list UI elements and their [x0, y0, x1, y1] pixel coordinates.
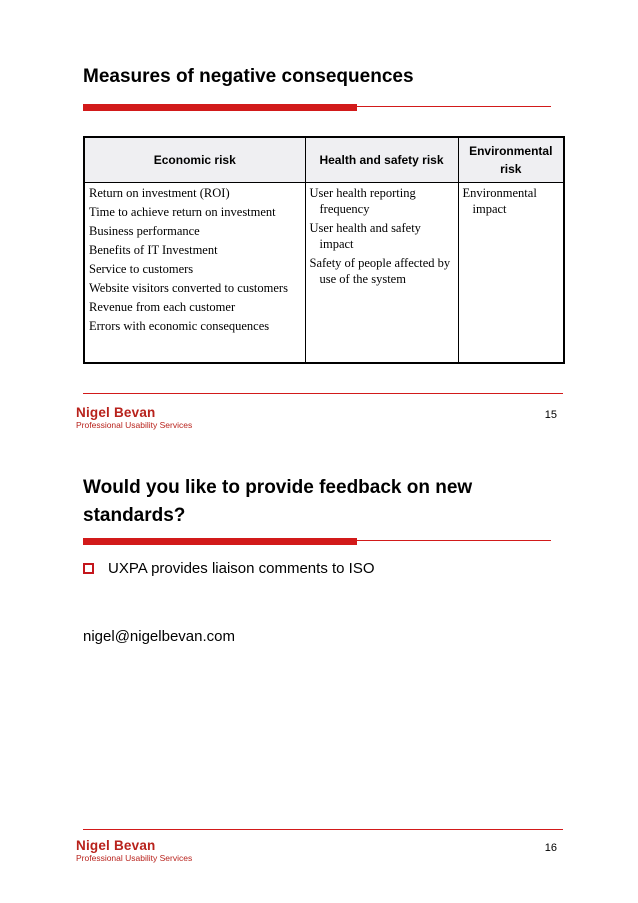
table-header-row [84, 137, 564, 183]
list-item: Environmental impact [462, 186, 537, 216]
list-item: Benefits of IT Investment [89, 243, 218, 257]
list-item: Errors with economic consequences [89, 319, 270, 333]
list-item: Website visitors converted to customers [89, 281, 288, 295]
list-item: Revenue from each customer [89, 300, 236, 314]
logo [76, 405, 192, 430]
bullet-text: UXPA provides liaison comments to ISO [108, 560, 375, 577]
bullet-item [83, 560, 375, 577]
logo-name: Nigel Bevan [76, 405, 156, 420]
list-item: Business performance [89, 224, 200, 238]
title-rule-thin [357, 540, 551, 541]
footer-rule [83, 829, 563, 830]
logo-subtitle: Professional Usability Services [76, 853, 193, 863]
logo [76, 838, 192, 863]
slide-title: Measures of negative consequences [83, 66, 414, 87]
title-rule-thick [83, 538, 357, 545]
slide-15 [0, 0, 638, 440]
list-item: User health and safety impact [309, 221, 421, 251]
list-item: User health reporting frequency [309, 186, 416, 216]
header-health-safety-risk: Health and safety risk [305, 137, 458, 183]
list-item: Time to achieve return on investment [89, 205, 276, 219]
table-row [84, 183, 564, 364]
measures-table [83, 136, 565, 364]
title-rule-thin [357, 106, 551, 107]
slide-title-line-2: standards? [83, 505, 186, 526]
page-number: 15 [544, 409, 557, 421]
list-item: Return on investment (ROI) [89, 186, 230, 200]
title-rule-thick [83, 104, 357, 111]
slide-title [83, 474, 472, 530]
header-environmental-risk: Environmental risk [458, 137, 564, 183]
page-number: 16 [544, 842, 557, 854]
economic-risk-cell [84, 183, 305, 364]
environmental-risk-cell [458, 183, 564, 364]
slide-title-line-1: Would you like to provide feedback on new [83, 477, 473, 498]
checkbox-bullet-icon [83, 563, 94, 574]
logo-name: Nigel Bevan [76, 838, 156, 853]
list-item: Service to customers [89, 262, 194, 276]
list-item: Safety of people affected by use of the system [309, 256, 451, 286]
footer-rule [83, 393, 563, 394]
logo-subtitle: Professional Usability Services [76, 420, 193, 430]
email-address: nigel@nigelbevan.com [83, 628, 235, 645]
header-economic-risk: Economic risk [84, 137, 305, 183]
slide-16 [0, 440, 638, 903]
health-safety-risk-cell [305, 183, 458, 364]
